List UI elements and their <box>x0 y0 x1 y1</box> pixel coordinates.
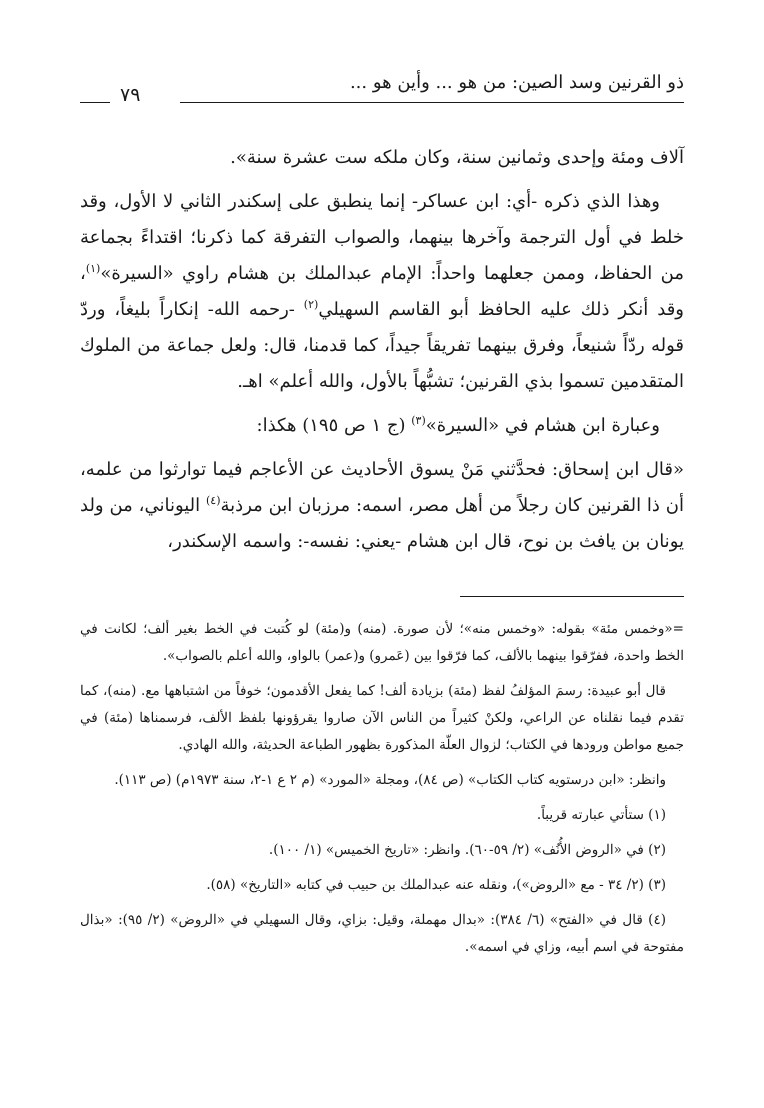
paragraph-1-text: آلاف ومئة وإحدى وثمانين سنة، وكان ملكه ست عشرة سنة». <box>230 147 684 168</box>
footnote-4: (٤) قال في «الفتح» (٦/ ٣٨٤): «بدال مهملة، وقيل: بزاي، وقال السهيلي في «الروض» (٢/ ٩٥): «بذال مفتوحة في اسم أبيه، وزاي في اسمه». <box>80 912 684 955</box>
paragraph-3 <box>80 408 684 444</box>
main-text <box>80 140 684 568</box>
header-rule <box>180 102 684 103</box>
paragraph-2-text-a: وهذا الذي ذكره -أي: ابن عساكر- إنما ينطبق على إسكندر الثاني لا الأول، وقد خلط في أول الترجمة وآخرها بينهما، والصواب التفرقة كما ذكرنا؛ اقتداءً بجماعة من الحفاظ، وممن جعلهما واحداً: الإمام عبدالملك بن هشام راوي «السيرة» <box>80 191 684 284</box>
page-number: ٧٩ <box>114 84 146 106</box>
running-header <box>80 70 684 110</box>
footnote-ref-1[interactable]: (١) <box>85 262 101 275</box>
paragraph-3-text-b: (ج ١ ص ١٩٥) هكذا: <box>256 415 412 436</box>
footnote-ref-3[interactable]: (٣) <box>411 414 426 427</box>
paragraph-4 <box>80 452 684 560</box>
footnote-3: (٣) (٢/ ٣٤ - مع «الروض»)، ونقله عنه عبدالملك بن حبيب في كتابه «التاريخ» (٥٨). <box>206 877 666 893</box>
paragraph-4-text-b: اليوناني، من ولد يونان بن يافث بن نوح، قال ابن هشام -يعني: نفسه-: واسمه الإسكندر، <box>80 495 684 552</box>
footnote-continuation-2: قال أبو عبيدة: رسمَ المؤلفُ لفظ (مئة) بزيادة ألف! كما يفعل الأقدمون؛ خوفاً من اشتباهها مع. (منه)، كما تقدم فيما نقلناه عن الراعي، ولكنْ كثيراً من الناس الآن صاروا يقرؤونها بلفظ الألف، فرسمناها (مئة) في جميع مواطن ورودها في الكتاب؛ لزوال العلّة المذكورة بظهور الطباعة الحديثة، والله الهادي. <box>80 683 684 753</box>
footnotes <box>80 616 684 969</box>
footnote-separator <box>460 596 684 597</box>
paragraph-2-text-c: -رحمه الله- إنكاراً بليغاً، وردّ قوله ردّاً شنيعاً، وفرق بينهما تفريقاً جيداً، كما قدمنا، قال: ولعل جماعة من الملوك المتقدمين تسموا بذي القرنين؛ تشبُّهاً بالأول، والله أعلم» اهـ. <box>80 299 684 392</box>
footnote-2: (٢) في «الروض الأُنُف» (٢/ ٥٩-٦٠). وانظر: «تاريخ الخميس» (١/ ١٠٠). <box>268 842 666 858</box>
footnote-continuation-3: وانظر: «ابن درستويه كتاب الكتاب» (ص ٨٤)، ومجلة «المورد» (م ٢ ع ١-٢، سنة ١٩٧٣م) (ص ١١٣). <box>114 772 666 788</box>
paragraph-2 <box>80 184 684 400</box>
page-number-rule <box>80 102 110 103</box>
footnote-continuation-1: =«وخمس مئة» بقوله: «وخمس منه»؛ لأن صورة. (منه) و(مئة) لو كُتبت في الخط بغير ألف؛ لكانت في الخط واحدة، ففرّقوا بينهما بالألف، كما فرّقوا بين (عَمرو) و(عمر) بالواو، والله أعلم بالصواب». <box>80 621 684 664</box>
footnote-ref-2[interactable]: (٢) <box>303 298 319 311</box>
running-title: ذو القرنين وسد الصين: من هو ... وأين هو ... <box>349 72 684 93</box>
footnote-ref-4[interactable]: (٤) <box>206 494 221 507</box>
paragraph-1 <box>80 140 684 176</box>
paragraph-3-text-a: وعبارة ابن هشام في «السيرة» <box>425 415 660 436</box>
paragraph-4-text-a: «قال ابن إسحاق: فحدَّثني مَنْ يسوق الأحاديث عن الأعاجم فيما توارثوا من علمه، أن ذا القرنين كان رجلاً من أهل مصر، اسمه: مرزبان ابن مرذبة <box>80 459 684 516</box>
paragraph-2-text-b: ، وقد أنكر ذلك عليه الحافظ أبو القاسم السهيلي <box>80 263 684 320</box>
footnote-1: (١) ستأتي عبارته قريباً. <box>536 807 666 823</box>
